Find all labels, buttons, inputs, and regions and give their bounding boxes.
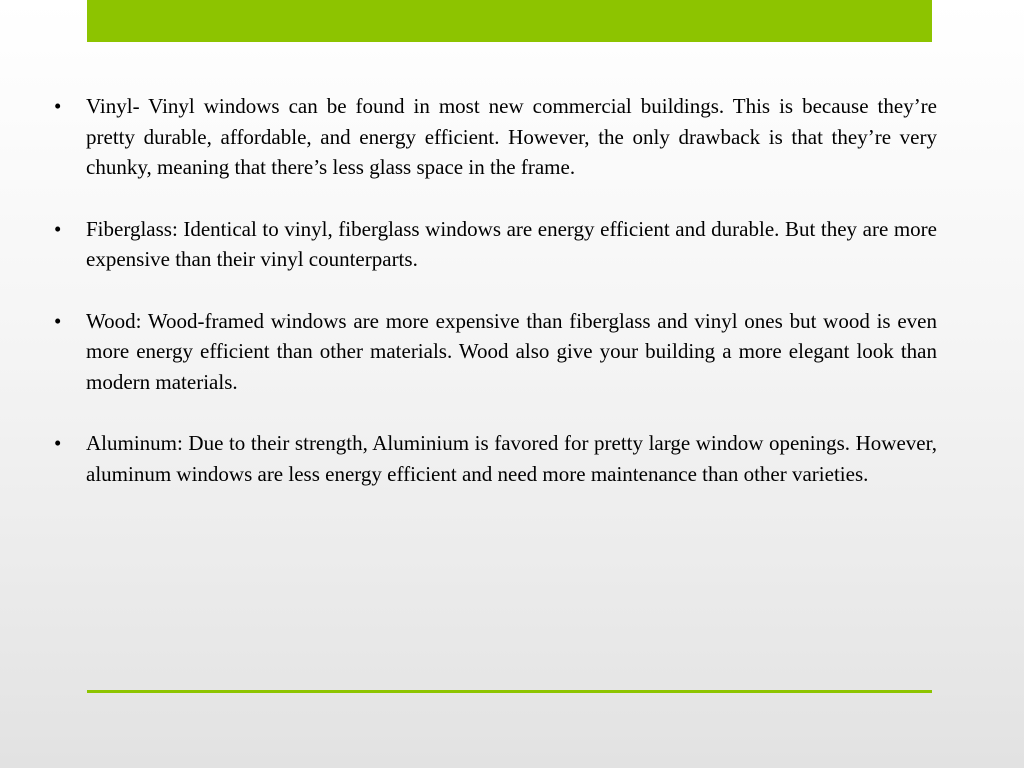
bullet-item-aluminum [50, 428, 937, 489]
header-accent-bar [87, 0, 932, 42]
bullet-item-fiberglass [50, 214, 937, 275]
bullet-marker: • [54, 431, 62, 455]
bullet-text: Wood: Wood-framed windows are more expensive than fiberglass and vinyl ones but wood is even more energy efficient than other materials. Wood also give your building a more elegant look than modern materials. [86, 308, 937, 394]
bullet-marker: • [54, 308, 62, 333]
bullet-text: Aluminum: Due to their strength, Aluminium is favored for pretty large window openings. However, aluminum windows are less energy efficient and need more maintenance than other varieties. [86, 431, 937, 486]
bullet-list [50, 91, 937, 520]
bullet-text: Fiberglass: Identical to vinyl, fiberglass windows are energy efficient and durable. But they are more expensive than their vinyl counterparts. [86, 216, 937, 271]
footer-accent-line [87, 690, 932, 693]
bullet-marker: • [54, 94, 62, 118]
bullet-item-vinyl [50, 91, 937, 183]
bullet-item-wood [50, 306, 937, 398]
bullet-marker: • [54, 216, 62, 241]
bullet-text: Vinyl- Vinyl windows can be found in most new commercial buildings. This is because they’re pretty durable, affordable, and energy efficient. However, the only drawback is that they’re very chunky, meaning that there’s less glass space in the frame. [86, 94, 937, 179]
